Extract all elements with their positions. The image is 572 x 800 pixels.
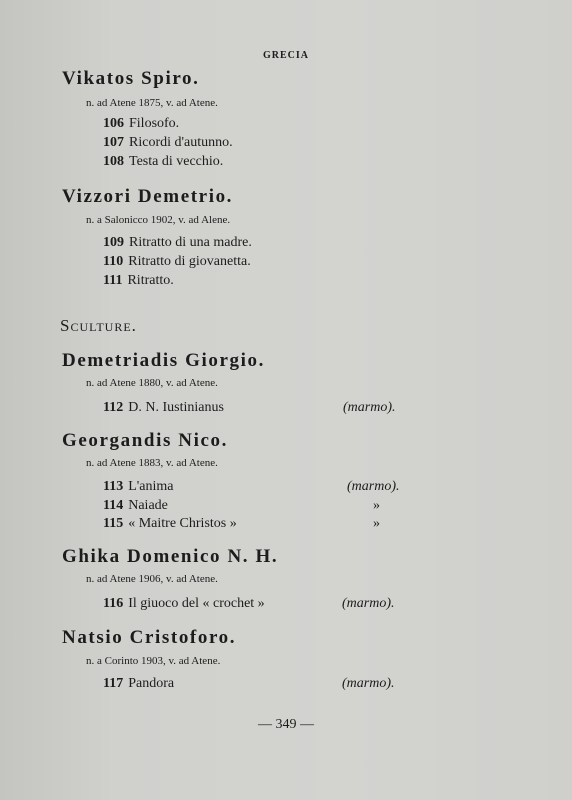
catalogue-entry	[103, 498, 168, 514]
catalogue-entry	[103, 516, 237, 532]
artist-birth-info: n. ad Atene 1875, v. ad Atene.	[86, 97, 218, 109]
catalogue-entry	[103, 479, 174, 495]
ditto-mark: »	[373, 498, 380, 513]
work-title: L'anima	[128, 479, 174, 494]
catalogue-number: 117	[103, 676, 124, 691]
work-title: Il giuoco del « crochet »	[128, 596, 265, 611]
catalogue-entry	[103, 235, 252, 251]
catalogue-entry	[103, 116, 179, 132]
catalogue-number: 111	[103, 273, 123, 288]
catalogue-entry	[103, 135, 233, 151]
artist-birth-info: n. ad Atene 1880, v. ad Atene.	[86, 377, 218, 389]
work-title: Ritratto di una madre.	[129, 235, 252, 250]
artist-name: Vizzori Demetrio.	[62, 186, 234, 207]
catalogue-number: 106	[103, 116, 124, 131]
work-title: Naiade	[128, 498, 168, 513]
running-head: GRECIA	[262, 50, 309, 61]
page-number: — 349 —	[258, 717, 314, 732]
work-material: (marmo).	[343, 400, 396, 415]
catalogue-number: 108	[103, 154, 124, 169]
artist-name: Demetriadis Giorgio.	[62, 350, 265, 371]
work-material: (marmo).	[347, 479, 400, 494]
work-title: « Maitre Christos »	[128, 516, 237, 531]
work-title: Pandora	[128, 676, 175, 691]
artist-birth-info: n. a Corinto 1903, v. ad Atene.	[86, 655, 221, 667]
work-material: (marmo).	[342, 676, 395, 691]
work-title: Ricordi d'autunno.	[129, 135, 233, 150]
catalogue-number: 115	[103, 516, 124, 531]
work-title: D. N. Iustinianus	[128, 400, 224, 415]
work-material: (marmo).	[342, 596, 395, 611]
work-title: Ritratto di giovanetta.	[128, 254, 251, 269]
artist-birth-info: n. ad Atene 1906, v. ad Atene.	[86, 573, 218, 585]
catalogue-number: 110	[103, 254, 124, 269]
section-title: Sculture.	[60, 316, 137, 335]
work-title: Testa di vecchio.	[129, 154, 224, 169]
artist-name: Vikatos Spiro.	[62, 68, 200, 89]
artist-birth-info: n. a Salonicco 1902, v. ad Alene.	[86, 214, 231, 226]
artist-name: Natsio Cristoforo.	[62, 627, 237, 648]
catalogue-entry	[103, 676, 174, 692]
catalogue-number: 113	[103, 479, 124, 494]
artist-name: Georgandis Nico.	[62, 430, 228, 451]
catalogue-entry	[103, 154, 223, 170]
catalogue-number: 107	[103, 135, 124, 150]
catalogue-number: 114	[103, 498, 124, 513]
catalogue-number: 116	[103, 596, 124, 611]
artist-birth-info: n. ad Atene 1883, v. ad Atene.	[86, 457, 218, 469]
artist-name: Ghika Domenico N. H.	[62, 546, 279, 567]
catalogue-entry	[103, 254, 251, 270]
work-title: Filosofo.	[129, 116, 180, 131]
catalogue-number: 112	[103, 400, 124, 415]
catalogue-entry	[103, 273, 174, 289]
catalogue-entry	[103, 400, 224, 416]
ditto-mark: »	[373, 516, 380, 531]
catalogue-entry	[103, 596, 265, 612]
catalogue-number: 109	[103, 235, 124, 250]
work-title: Ritratto.	[127, 273, 174, 288]
